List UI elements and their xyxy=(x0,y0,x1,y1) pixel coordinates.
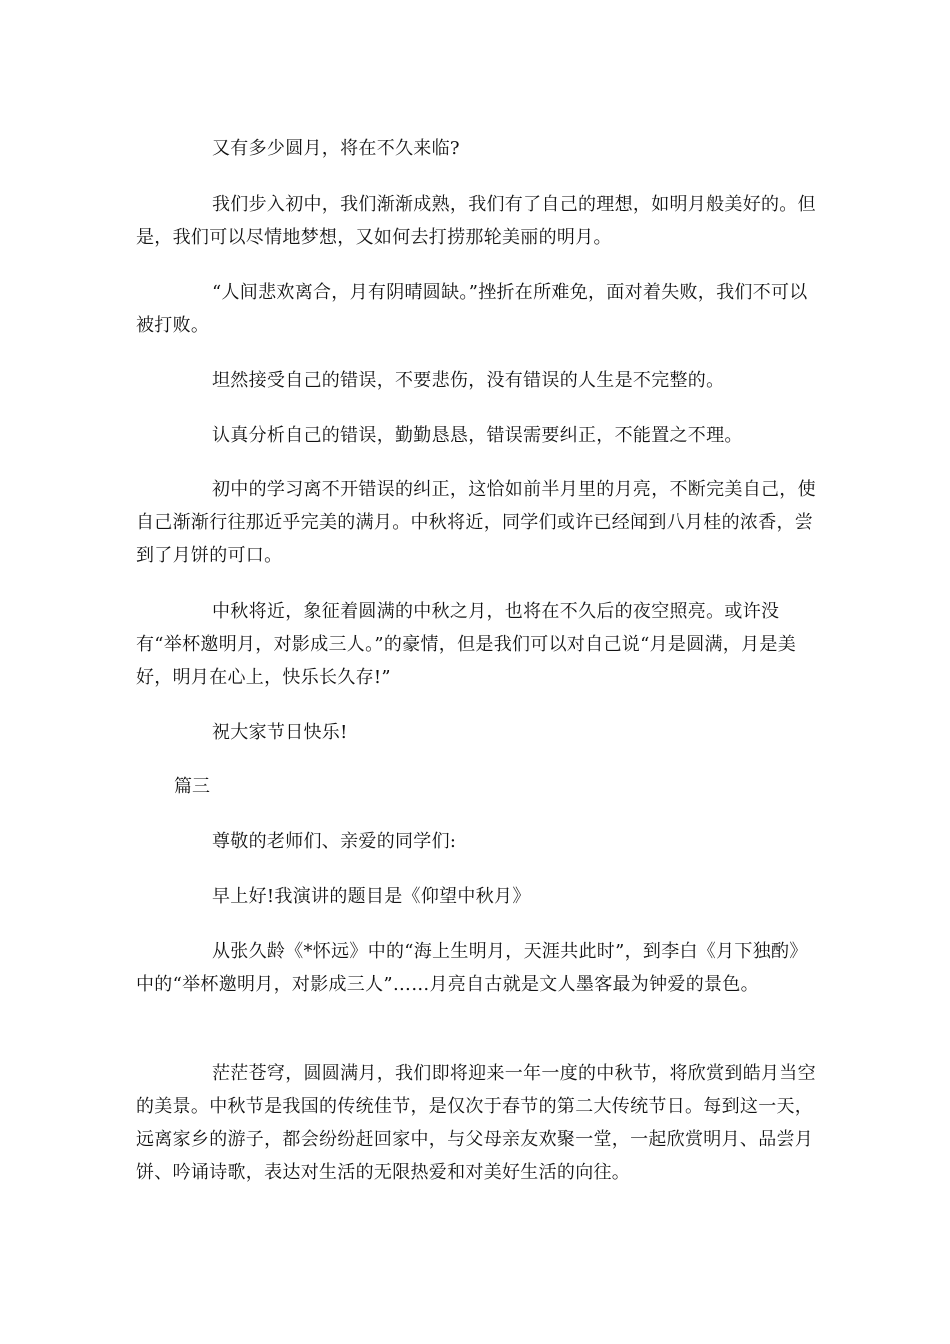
paragraph-mid-autumn-approaching: 中秋将近，象征着圆满的中秋之月，也将在不久后的夜空照亮。或许没有“举杯邀明月，对影成三人。”的豪情，但是我们可以对自己说“月是圆满，月是美好，明月在心上，快乐长久存!” xyxy=(136,601,797,688)
paragraph-speech-title: 早上好!我演讲的题目是《仰望中秋月》 xyxy=(212,886,531,907)
section-heading: 篇三 xyxy=(174,776,210,797)
paragraph-holiday-wishes: 祝大家节日快乐! xyxy=(212,722,348,743)
paragraph-moon-question: 又有多少圆月，将在不久来临? xyxy=(212,138,460,159)
paragraph-accept-mistakes: 坦然接受自己的错误，不要悲伤，没有错误的人生是不完整的。 xyxy=(212,370,725,391)
paragraph-quote-setbacks: “人间悲欢离合，月有阴晴圆缺。”挫折在所难免，面对着失败，我们不可以被打败。 xyxy=(136,282,808,336)
paragraph-mid-autumn-festival: 茫茫苍穹，圆圆满月，我们即将迎来一年一度的中秋节，将欣赏到皓月当空的美景。中秋节是我国的传统佳节，是仅次于春节的第二大传统节日。每到这一天，远离家乡的游子，都会纷纷赶回家中，与父母亲友欢聚一堂，一起欣赏明月、品尝月饼、吟诵诗歌，表达对生活的无限热爱和对美好生活的向往。 xyxy=(136,1063,816,1183)
paragraph-correct-mistakes: 初中的学习离不开错误的纠正，这恰如前半月里的月亮，不断完美自己，使自己渐渐行往那近乎完美的满月。中秋将近，同学们或许已经闻到八月桂的浓香，尝到了月饼的可口。 xyxy=(136,479,816,566)
paragraph-analyze-mistakes: 认真分析自己的错误，勤勤恳恳，错误需要纠正，不能置之不理。 xyxy=(212,425,743,446)
paragraph-poetry-moon: 从张久龄《*怀远》中的“海上生明月，天涯共此时”，到李白《月下独酌》中的“举杯邀明月，对影成三人”……月亮自古就是文人墨客最为钟爱的景色。 xyxy=(136,941,808,995)
paragraph-salutation: 尊敬的老师们、亲爱的同学们: xyxy=(212,831,457,852)
paragraph-junior-high-dreams: 我们步入初中，我们渐渐成熟，我们有了自己的理想，如明月般美好的。但是，我们可以尽情地梦想，又如何去打捞那轮美丽的明月。 xyxy=(136,194,816,248)
